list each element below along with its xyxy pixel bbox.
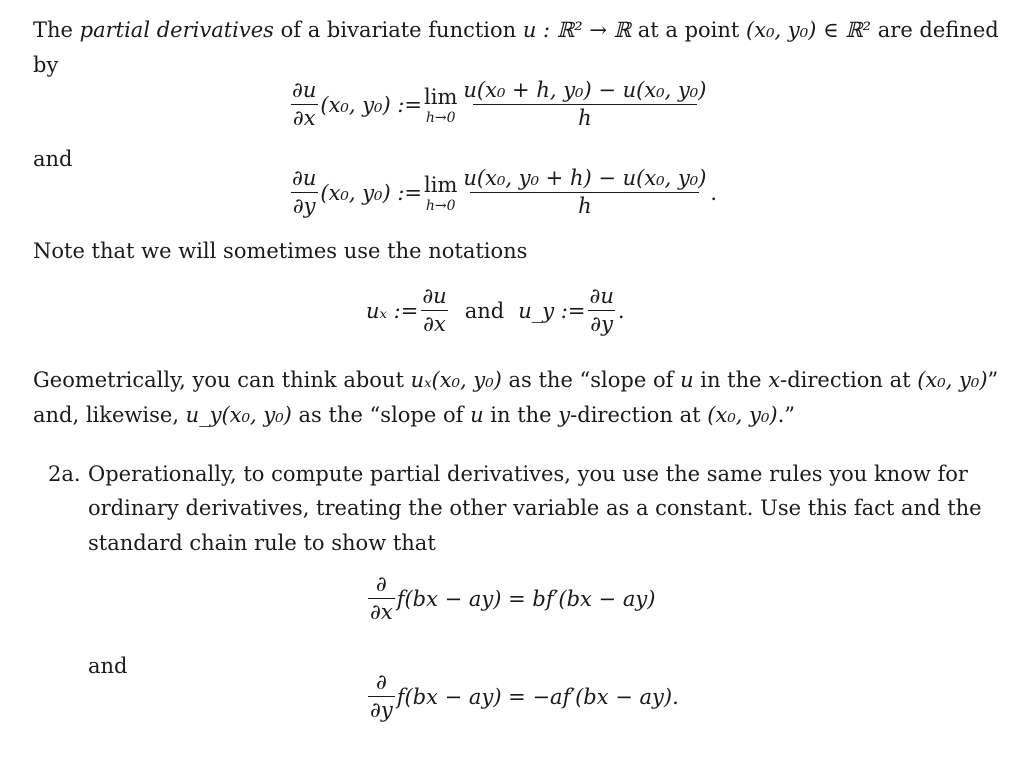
geom-text: in the bbox=[693, 368, 769, 392]
problem-label: 2a. bbox=[48, 462, 81, 486]
limit-label: lim bbox=[424, 172, 458, 197]
math-inline: (x₀, y₀) bbox=[917, 368, 988, 392]
denominator: ∂y bbox=[370, 698, 393, 722]
fraction-d-dx bbox=[368, 574, 395, 623]
and-label: and bbox=[88, 654, 128, 678]
numerator: u(x₀ + h, y₀) − u(x₀, y₀) bbox=[463, 78, 707, 102]
ux-notation: uₓ := bbox=[366, 298, 419, 323]
math-inline: uₓ(x₀, y₀) bbox=[410, 368, 502, 392]
limit-subscript: h→0 bbox=[425, 109, 456, 126]
equation-body: f(bx − ay) = −af′(bx − ay). bbox=[396, 684, 679, 709]
numerator: ∂u bbox=[292, 166, 317, 190]
math-inline: u bbox=[470, 403, 484, 427]
fraction-d-dy bbox=[368, 672, 395, 721]
note-text: Note that we will sometimes use the notations bbox=[33, 239, 528, 263]
fraction-du-dx bbox=[420, 286, 448, 335]
denominator: ∂y bbox=[292, 194, 316, 218]
intro-text: at a point bbox=[631, 18, 747, 42]
intro-text: of a bivariate function bbox=[273, 18, 523, 42]
geom-text: -direction at bbox=[780, 368, 918, 392]
intro-line-2: by bbox=[33, 53, 59, 77]
intro-text: are defined bbox=[871, 18, 999, 42]
numerator: ∂ bbox=[375, 572, 387, 596]
and-label: and bbox=[33, 147, 73, 171]
intro-text: The bbox=[33, 18, 80, 42]
difference-quotient bbox=[461, 168, 708, 217]
denominator: ∂x bbox=[423, 312, 446, 336]
limit-subscript: h→0 bbox=[425, 197, 456, 214]
numerator: u(x₀, y₀ + h) − u(x₀, y₀) bbox=[463, 166, 707, 190]
equation-body: f(bx − ay) = bf′(bx − ay) bbox=[396, 586, 656, 611]
denominator: h bbox=[473, 104, 697, 129]
geom-text: -direction at bbox=[570, 403, 708, 427]
math-inline: x bbox=[768, 368, 781, 392]
geom-text: as the “slope of bbox=[501, 368, 681, 392]
limit-operator bbox=[424, 173, 457, 213]
geom-text: ” bbox=[987, 368, 999, 392]
geom-text: and, likewise, bbox=[33, 403, 186, 427]
problem-line-2: ordinary derivatives, treating the other variable as a constant. Use this fact and the bbox=[88, 496, 982, 520]
numerator: ∂u bbox=[589, 284, 614, 308]
equation-args: (x₀, y₀) := bbox=[320, 180, 423, 205]
problem-line-1: Operationally, to compute partial derivatives, you use the same rules you know for bbox=[88, 462, 968, 486]
math-inline: u_y(x₀, y₀) bbox=[185, 403, 292, 427]
equation-period: . bbox=[710, 180, 718, 205]
equation-notations bbox=[366, 286, 625, 335]
difference-quotient bbox=[461, 80, 708, 129]
math-inline: y bbox=[558, 403, 571, 427]
limit-operator bbox=[424, 85, 457, 125]
geom-text: .” bbox=[777, 403, 795, 427]
fraction-du-dy bbox=[290, 168, 318, 217]
denominator: ∂x bbox=[370, 600, 393, 624]
geom-text: as the “slope of bbox=[291, 403, 471, 427]
geom-line-2 bbox=[33, 405, 795, 426]
function-map: u : ℝ² → ℝ bbox=[522, 18, 632, 42]
equation-chain-rule-x bbox=[366, 574, 655, 623]
intro-line-1 bbox=[33, 20, 999, 41]
fraction-du-dx bbox=[290, 80, 318, 129]
equation-period: . bbox=[617, 298, 625, 323]
point-notation: (x₀, y₀) ∈ ℝ² bbox=[746, 18, 872, 42]
numerator: ∂ bbox=[375, 670, 387, 694]
fraction-du-dy bbox=[587, 286, 615, 335]
equation-chain-rule-y bbox=[366, 672, 679, 721]
math-inline: u bbox=[680, 368, 694, 392]
numerator: ∂u bbox=[292, 78, 317, 102]
emphasis-partial-derivatives: partial derivatives bbox=[79, 18, 274, 42]
uy-notation: u_y := bbox=[518, 298, 586, 323]
and-word: and bbox=[464, 298, 505, 323]
problem-line-3: standard chain rule to show that bbox=[88, 531, 436, 555]
equation-partial-x bbox=[288, 80, 710, 129]
math-inline: (x₀, y₀) bbox=[707, 403, 778, 427]
denominator: ∂x bbox=[292, 106, 316, 130]
denominator: ∂y bbox=[590, 312, 614, 336]
geom-text: in the bbox=[483, 403, 559, 427]
equation-partial-y bbox=[288, 168, 717, 217]
equation-args: (x₀, y₀) := bbox=[320, 92, 423, 117]
geom-text: Geometrically, you can think about bbox=[33, 368, 411, 392]
numerator: ∂u bbox=[422, 284, 447, 308]
denominator: h bbox=[470, 192, 699, 217]
geom-line-1 bbox=[33, 370, 998, 391]
limit-label: lim bbox=[424, 84, 458, 109]
